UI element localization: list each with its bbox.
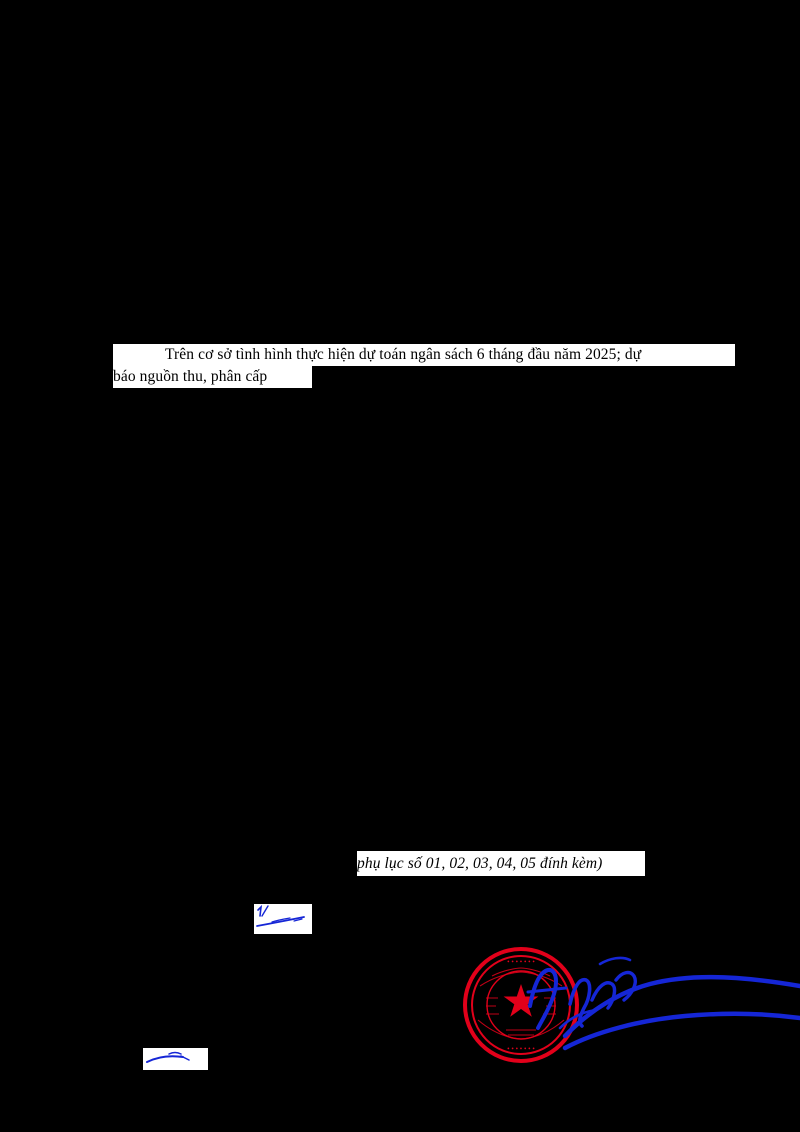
ink-annotation-lower <box>143 1048 208 1070</box>
annex-reference-text: phụ lục số 01, 02, 03, 04, 05 đính kèm) <box>357 851 645 876</box>
svg-text:• • • • • • •: • • • • • • • <box>507 1045 535 1053</box>
handwritten-signature <box>470 940 800 1060</box>
ink-annotation-upper <box>254 904 312 934</box>
paragraph-line-1: Trên cơ sở tình hình thực hiện dự toán ngân sách 6 tháng đầu năm 2025; dự <box>113 344 735 366</box>
svg-text:• • • • • • •: • • • • • • • <box>507 958 535 966</box>
paragraph-line-2: báo nguồn thu, phân cấp <box>113 366 312 388</box>
